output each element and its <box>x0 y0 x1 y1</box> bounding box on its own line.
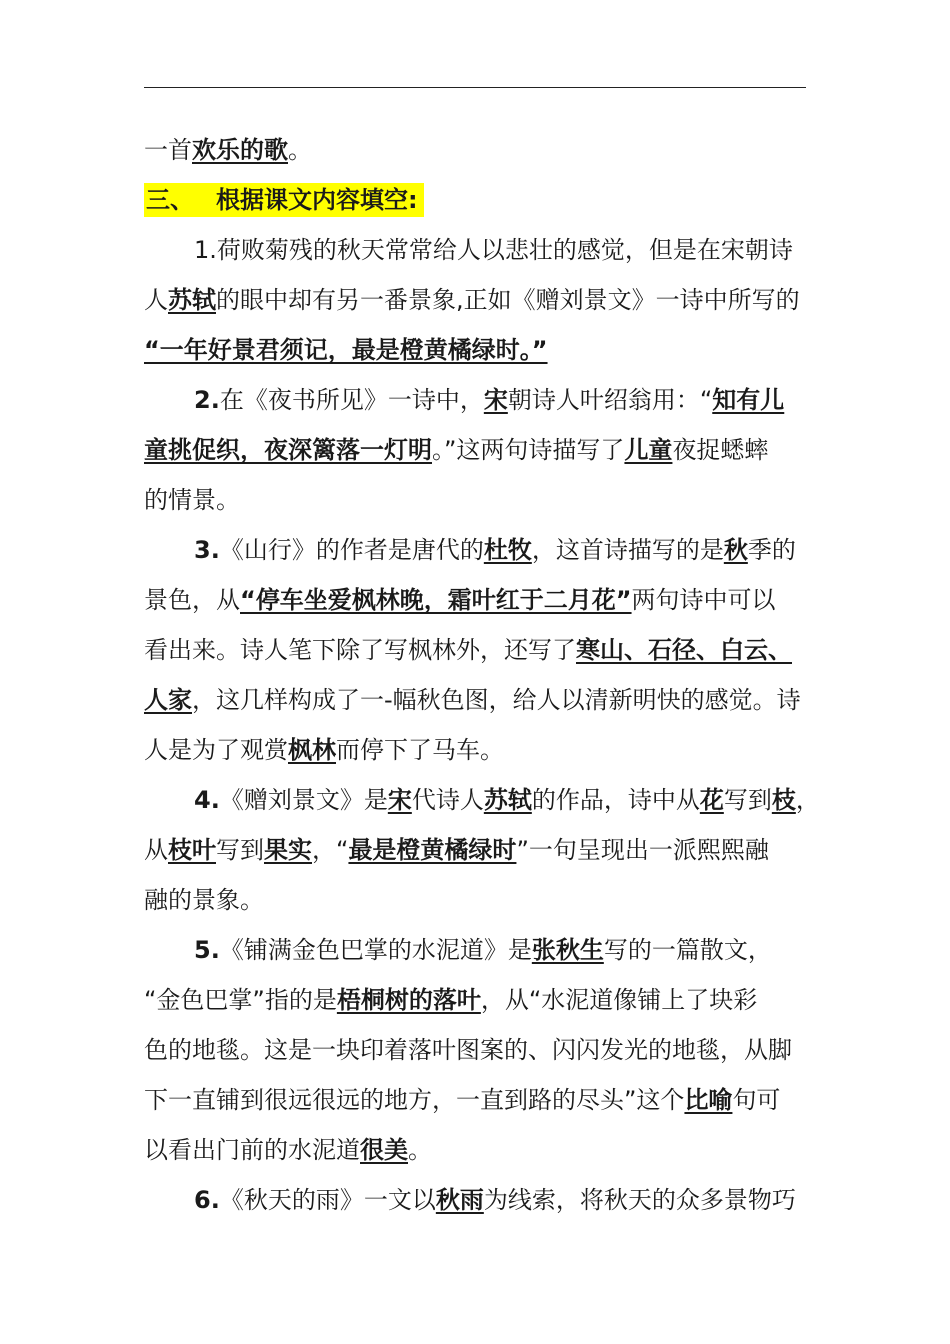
answer: 果实 <box>264 836 312 864</box>
text: 的情景。 <box>144 486 240 514</box>
q5-line-5 <box>144 1128 808 1178</box>
answer: 梧桐树的落叶 <box>336 986 481 1014</box>
answer: 儿童 <box>624 436 673 464</box>
answer: 秋 <box>723 536 748 564</box>
document-body <box>144 128 820 1228</box>
q4-line-1 <box>144 778 820 828</box>
q5-line-1 <box>144 928 808 978</box>
text: 朝诗人叶绍翁用：“ <box>507 386 713 414</box>
text: ，从“水泥道像铺上了块彩 <box>480 986 758 1014</box>
text-line <box>144 128 808 178</box>
text: ，“ <box>312 836 349 864</box>
text: 从 <box>144 836 168 864</box>
answer: 最是橙黄橘绿时 <box>348 836 517 864</box>
answer: 枝 <box>771 786 796 814</box>
q3-line-3 <box>144 628 808 678</box>
answer: 苏轼 <box>483 786 532 814</box>
text: ，这几样构成了一-幅秋色图，给人以清新明快的感觉。诗 <box>192 686 801 714</box>
q4-line-3 <box>144 878 808 928</box>
text: 。”这两句诗描写了 <box>432 436 625 464</box>
answer: 枝叶 <box>168 836 216 864</box>
text: 《铺满金色巴掌的水泥道》是 <box>219 936 532 964</box>
answer: 欢乐的歌 <box>192 136 288 164</box>
q2-line-2 <box>144 428 808 478</box>
section-title: 根据课文内容填空: <box>216 186 418 214</box>
q3-line-2 <box>144 578 808 628</box>
text: 的眼中却有另一番景象,正如《赠刘景文》一诗中所写的 <box>216 286 800 314</box>
answer: 杜牧 <box>483 536 532 564</box>
q5-line-2 <box>144 978 808 1028</box>
text: ”一句呈现出一派熙熙融 <box>516 836 769 864</box>
text: 季的 <box>747 536 796 564</box>
answer: 宋 <box>387 786 412 814</box>
section-heading <box>144 183 424 217</box>
answer: 人家 <box>144 686 192 714</box>
text: 写的一篇散文， <box>603 936 772 964</box>
text: 写到 <box>723 786 772 814</box>
text: 以看出门前的水泥道 <box>144 1136 360 1164</box>
answer: 寒山、石径、白云、 <box>576 636 792 664</box>
text: 两句诗中可以 <box>631 586 776 614</box>
question-number: 3. <box>194 536 220 564</box>
q3-line-1 <box>144 528 808 578</box>
text: 。 <box>288 136 312 164</box>
q3-line-4 <box>144 678 808 728</box>
text: 句可 <box>732 1086 781 1114</box>
text: 色的地毯。这是一块印着落叶图案的、闪闪发光的地毯，从脚 <box>144 1036 792 1064</box>
q5-line-4 <box>144 1078 808 1128</box>
answer: “一年好景君须记，最是橙黄橘绿时。” <box>144 336 548 364</box>
answer: 苏轼 <box>168 286 216 314</box>
text: 《山行》的作者是唐代的 <box>219 536 484 564</box>
section-heading-line <box>144 178 808 228</box>
answer: 张秋生 <box>531 936 604 964</box>
answer: 花 <box>699 786 724 814</box>
text: 代诗人 <box>411 786 484 814</box>
text: 下一直铺到很远很远的地方，一直到路的尽头”这个 <box>144 1086 685 1114</box>
section-number: 三、 <box>146 186 194 214</box>
question-number: 4. <box>194 786 220 814</box>
question-number: 2. <box>194 386 220 414</box>
answer: 知有儿 <box>712 386 785 414</box>
q2-line-3 <box>144 478 808 528</box>
text: 融的景象。 <box>144 886 264 914</box>
text: 夜捉蟋蟀 <box>672 436 769 464</box>
q3-line-5 <box>144 728 808 778</box>
text: 在《夜书所见》一诗中， <box>219 386 484 414</box>
text: 景色，从 <box>144 586 240 614</box>
answer: 很美 <box>360 1136 408 1164</box>
text: 1.荷败菊残的秋天常常给人以悲壮的感觉，但是在宋朝诗 <box>194 236 793 264</box>
header-rule <box>144 87 806 88</box>
q5-line-3 <box>144 1028 808 1078</box>
q2-line-1 <box>144 378 808 428</box>
question-number: 6. <box>194 1186 220 1214</box>
q1-line-2 <box>144 278 808 328</box>
text: 而停下了马车。 <box>336 736 504 764</box>
text: 一首 <box>144 136 192 164</box>
text: 《秋天的雨》一文以 <box>219 1186 436 1214</box>
answer: 枫林 <box>288 736 336 764</box>
text: “金色巴掌”指的是 <box>144 986 337 1014</box>
text: 。 <box>408 1136 432 1164</box>
text: 写到 <box>216 836 264 864</box>
text: 的作品，诗中从 <box>531 786 700 814</box>
answer: 童挑促织，夜深篱落一灯明 <box>144 436 432 464</box>
q1-line-1 <box>144 228 808 278</box>
text: 《赠刘景文》是 <box>219 786 388 814</box>
q1-line-3 <box>144 328 808 378</box>
answer: 秋雨 <box>435 1186 484 1214</box>
answer: 比喻 <box>684 1086 733 1114</box>
answer: 宋 <box>483 386 508 414</box>
text: 人是为了观赏 <box>144 736 288 764</box>
text: 人 <box>144 286 168 314</box>
q6-line-1 <box>144 1178 808 1228</box>
question-number: 5. <box>194 936 220 964</box>
text: 看出来。诗人笔下除了写枫林外，还写了 <box>144 636 576 664</box>
q4-line-2 <box>144 828 808 878</box>
text: ， <box>795 786 820 814</box>
text: ，这首诗描写的是 <box>531 536 724 564</box>
answer: “停车坐爱枫林晚，霜叶红于二月花” <box>240 586 632 614</box>
text: 为线索，将秋天的众多景物巧 <box>483 1186 796 1214</box>
